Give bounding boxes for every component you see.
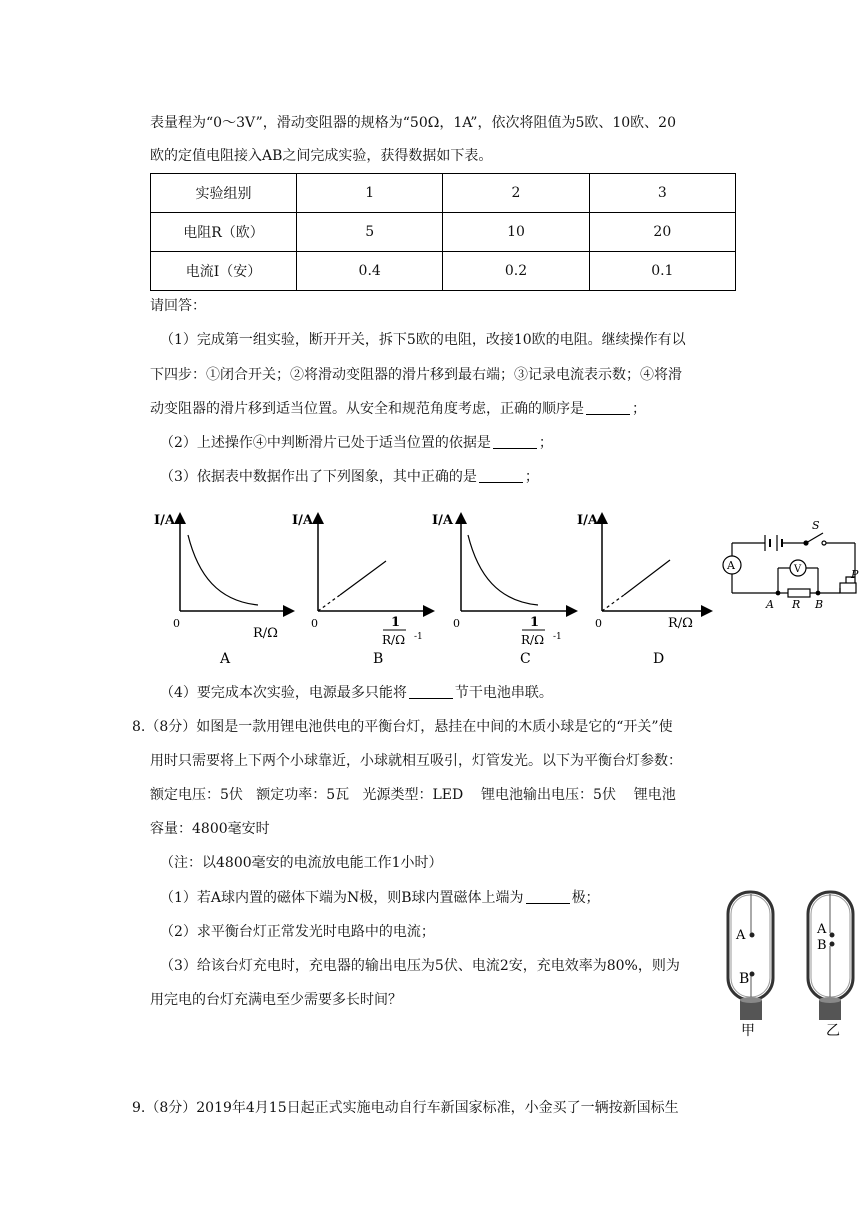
- graph-b-origin: 0: [311, 617, 318, 630]
- graph-c-origin: 0: [453, 617, 460, 630]
- graph-d-dashed: [602, 595, 624, 611]
- lamp-left-ball-b: B: [739, 971, 750, 987]
- table-row: [151, 174, 736, 213]
- q8-sub-1: [160, 888, 600, 908]
- table-cell: 0.1: [589, 252, 735, 291]
- graph-a-option: A: [220, 651, 231, 667]
- graph-a-x-label: R/Ω: [253, 626, 278, 641]
- circuit-slider-label: P: [851, 568, 859, 581]
- graph-d-y-label: I/A: [577, 513, 598, 528]
- q7-part4: [160, 683, 553, 703]
- table-cell: 2: [443, 174, 589, 213]
- graph-c-x-den: R/Ω: [521, 633, 545, 647]
- intro-line-1: 表量程为“0～3V”，滑动变阻器的规格为“50Ω，1A”，依次将阻值为5欧、10欧、20: [150, 115, 676, 131]
- table-row: [151, 252, 736, 291]
- graph-d-origin: 0: [595, 617, 602, 630]
- graph-c: [432, 513, 575, 667]
- q8-line-1: 8.（8分）如图是一款用锂电池供电的平衡台灯，悬挂在中间的木质小球是它的“开关”使: [132, 719, 673, 735]
- table-cell: 1: [297, 174, 443, 213]
- graph-c-x-num: 1: [530, 615, 540, 630]
- q7-part1-line-a: （1）完成第一组实验，断开开关，拆下5欧的电阻，改接10欧的电阻。继续操作有以: [160, 332, 686, 348]
- lamp-right-ball-b: B: [817, 938, 827, 953]
- ball-b: [750, 972, 755, 977]
- switch-blade: [806, 533, 823, 543]
- circuit-node-b: B: [815, 598, 824, 611]
- answer-blank: [493, 434, 537, 449]
- table-cell: 实验组别: [151, 174, 297, 213]
- q8-sub-1-text: （1）若A球内置的磁体下端为N极，则B球内置磁体上端为: [160, 890, 524, 906]
- resistor-r: [788, 589, 810, 597]
- graph-b-x-exp: -1: [414, 632, 423, 642]
- answer-blank: [586, 400, 630, 415]
- lamp-right-label: 乙: [826, 1023, 840, 1039]
- rheostat: [840, 583, 856, 593]
- graph-b-x-den: R/Ω: [382, 633, 406, 647]
- table-cell: 电阻R（欧）: [151, 213, 297, 252]
- q8-line-5: （注：以4800毫安的电流放电能工作1小时）: [160, 855, 443, 871]
- lamp-left: [728, 892, 773, 1039]
- q8-sub-1-tail: 极；: [571, 890, 600, 906]
- graph-b-x-num: 1: [391, 615, 401, 630]
- q7-part1-text: 动变阻器的滑片移到适当位置。从安全和规范角度考虑，正确的顺序是: [150, 401, 584, 417]
- table-row: [151, 213, 736, 252]
- lamp-left-label: 甲: [741, 1023, 755, 1039]
- q7-part2: [160, 433, 553, 453]
- graph-d: [577, 513, 710, 667]
- graph-a-y-label: I/A: [154, 513, 175, 528]
- semicolon: ；: [538, 435, 553, 451]
- graph-c-y-label: I/A: [432, 513, 453, 528]
- table-cell: 电流I（安）: [151, 252, 297, 291]
- intro-line-2: 欧的定值电阻接入AB之间完成实验，获得数据如下表。: [150, 148, 493, 164]
- q9-line-1: 9.（8分）2019年4月15日起正式实施电动自行车新国家标准，小金买了一辆按新国标生: [132, 1100, 679, 1116]
- graph-b-option: B: [373, 651, 384, 667]
- q7-part4-tail: 节干电池串联。: [454, 685, 553, 701]
- circuit-voltmeter-label: V: [794, 564, 802, 575]
- graph-b: [292, 513, 432, 667]
- q8-line-2: 用时只需要将上下两个小球靠近，小球就相互吸引，灯管发光。以下为平衡台灯参数：: [150, 753, 682, 769]
- semicolon: ；: [524, 469, 539, 485]
- lamps-figure: [722, 888, 865, 1048]
- graph-b-line: [340, 561, 386, 595]
- answer-blank: [479, 468, 523, 483]
- table-cell: 0.4: [297, 252, 443, 291]
- q7-part2-text: （2）上述操作④中判断滑片已处于适当位置的依据是: [160, 435, 491, 451]
- table-cell: 20: [589, 213, 735, 252]
- graph-c-x-exp: -1: [553, 632, 562, 642]
- table-cell: 0.2: [443, 252, 589, 291]
- lamp-right-ball-a: A: [817, 922, 827, 937]
- graph-c-option: C: [520, 651, 531, 667]
- lamp-right: [808, 892, 853, 1039]
- graph-options-figure: [140, 505, 865, 675]
- lamp-left-ball-a: A: [736, 928, 746, 943]
- answer-blank: [409, 684, 453, 699]
- q8-line-4: 容量：4800毫安时: [150, 821, 270, 837]
- ball-a: [750, 933, 755, 938]
- q7-part3-text: （3）依据表中数据作出了下列图象，其中正确的是: [160, 469, 477, 485]
- table-cell: 10: [443, 213, 589, 252]
- q7-prompt: 请回答：: [150, 298, 206, 314]
- circuit-diagram: [723, 533, 856, 597]
- graph-b-dashed: [318, 595, 340, 611]
- graph-a: [154, 513, 292, 667]
- q8-sub-2: （2）求平衡台灯正常发光时电路中的电流；: [160, 924, 435, 940]
- q8-sub-3-line-b: 用完电的台灯充满电至少需要多长时间？: [150, 992, 402, 1008]
- circuit-ammeter-label: A: [727, 559, 735, 572]
- q7-part1-line-b: 下四步：①闭合开关；②将滑动变阻器的滑片移到最右端；③记录电流表示数；④将滑: [150, 367, 682, 383]
- graph-d-line: [624, 560, 670, 595]
- q7-part3: [160, 467, 539, 487]
- data-table: [150, 173, 736, 291]
- graph-b-y-label: I/A: [292, 513, 313, 528]
- semicolon: ；: [632, 401, 646, 417]
- graph-c-curve: [468, 535, 538, 605]
- graph-a-origin: 0: [173, 617, 180, 630]
- graph-a-curve: [188, 535, 258, 605]
- circuit-switch-label: S: [812, 519, 820, 532]
- answer-blank: [526, 889, 570, 904]
- q7-part1-line-c: [150, 399, 646, 419]
- q8-sub-3-line-a: （3）给该台灯充电时，充电器的输出电压为5伏、电流2安，充电效率为80%，则为: [160, 958, 680, 974]
- circuit-node-a: A: [766, 598, 774, 611]
- graph-d-x-label: R/Ω: [668, 616, 693, 631]
- table-cell: 5: [297, 213, 443, 252]
- q8-line-3: 额定电压：5伏 额定功率：5瓦 光源类型：LED 锂电池输出电压：5伏 锂电池: [150, 787, 676, 803]
- circuit-resistor-label: R: [792, 598, 801, 611]
- q7-part4-text: （4）要完成本次实验，电源最多只能将: [160, 685, 407, 701]
- graph-d-option: D: [653, 651, 665, 667]
- table-cell: 3: [589, 174, 735, 213]
